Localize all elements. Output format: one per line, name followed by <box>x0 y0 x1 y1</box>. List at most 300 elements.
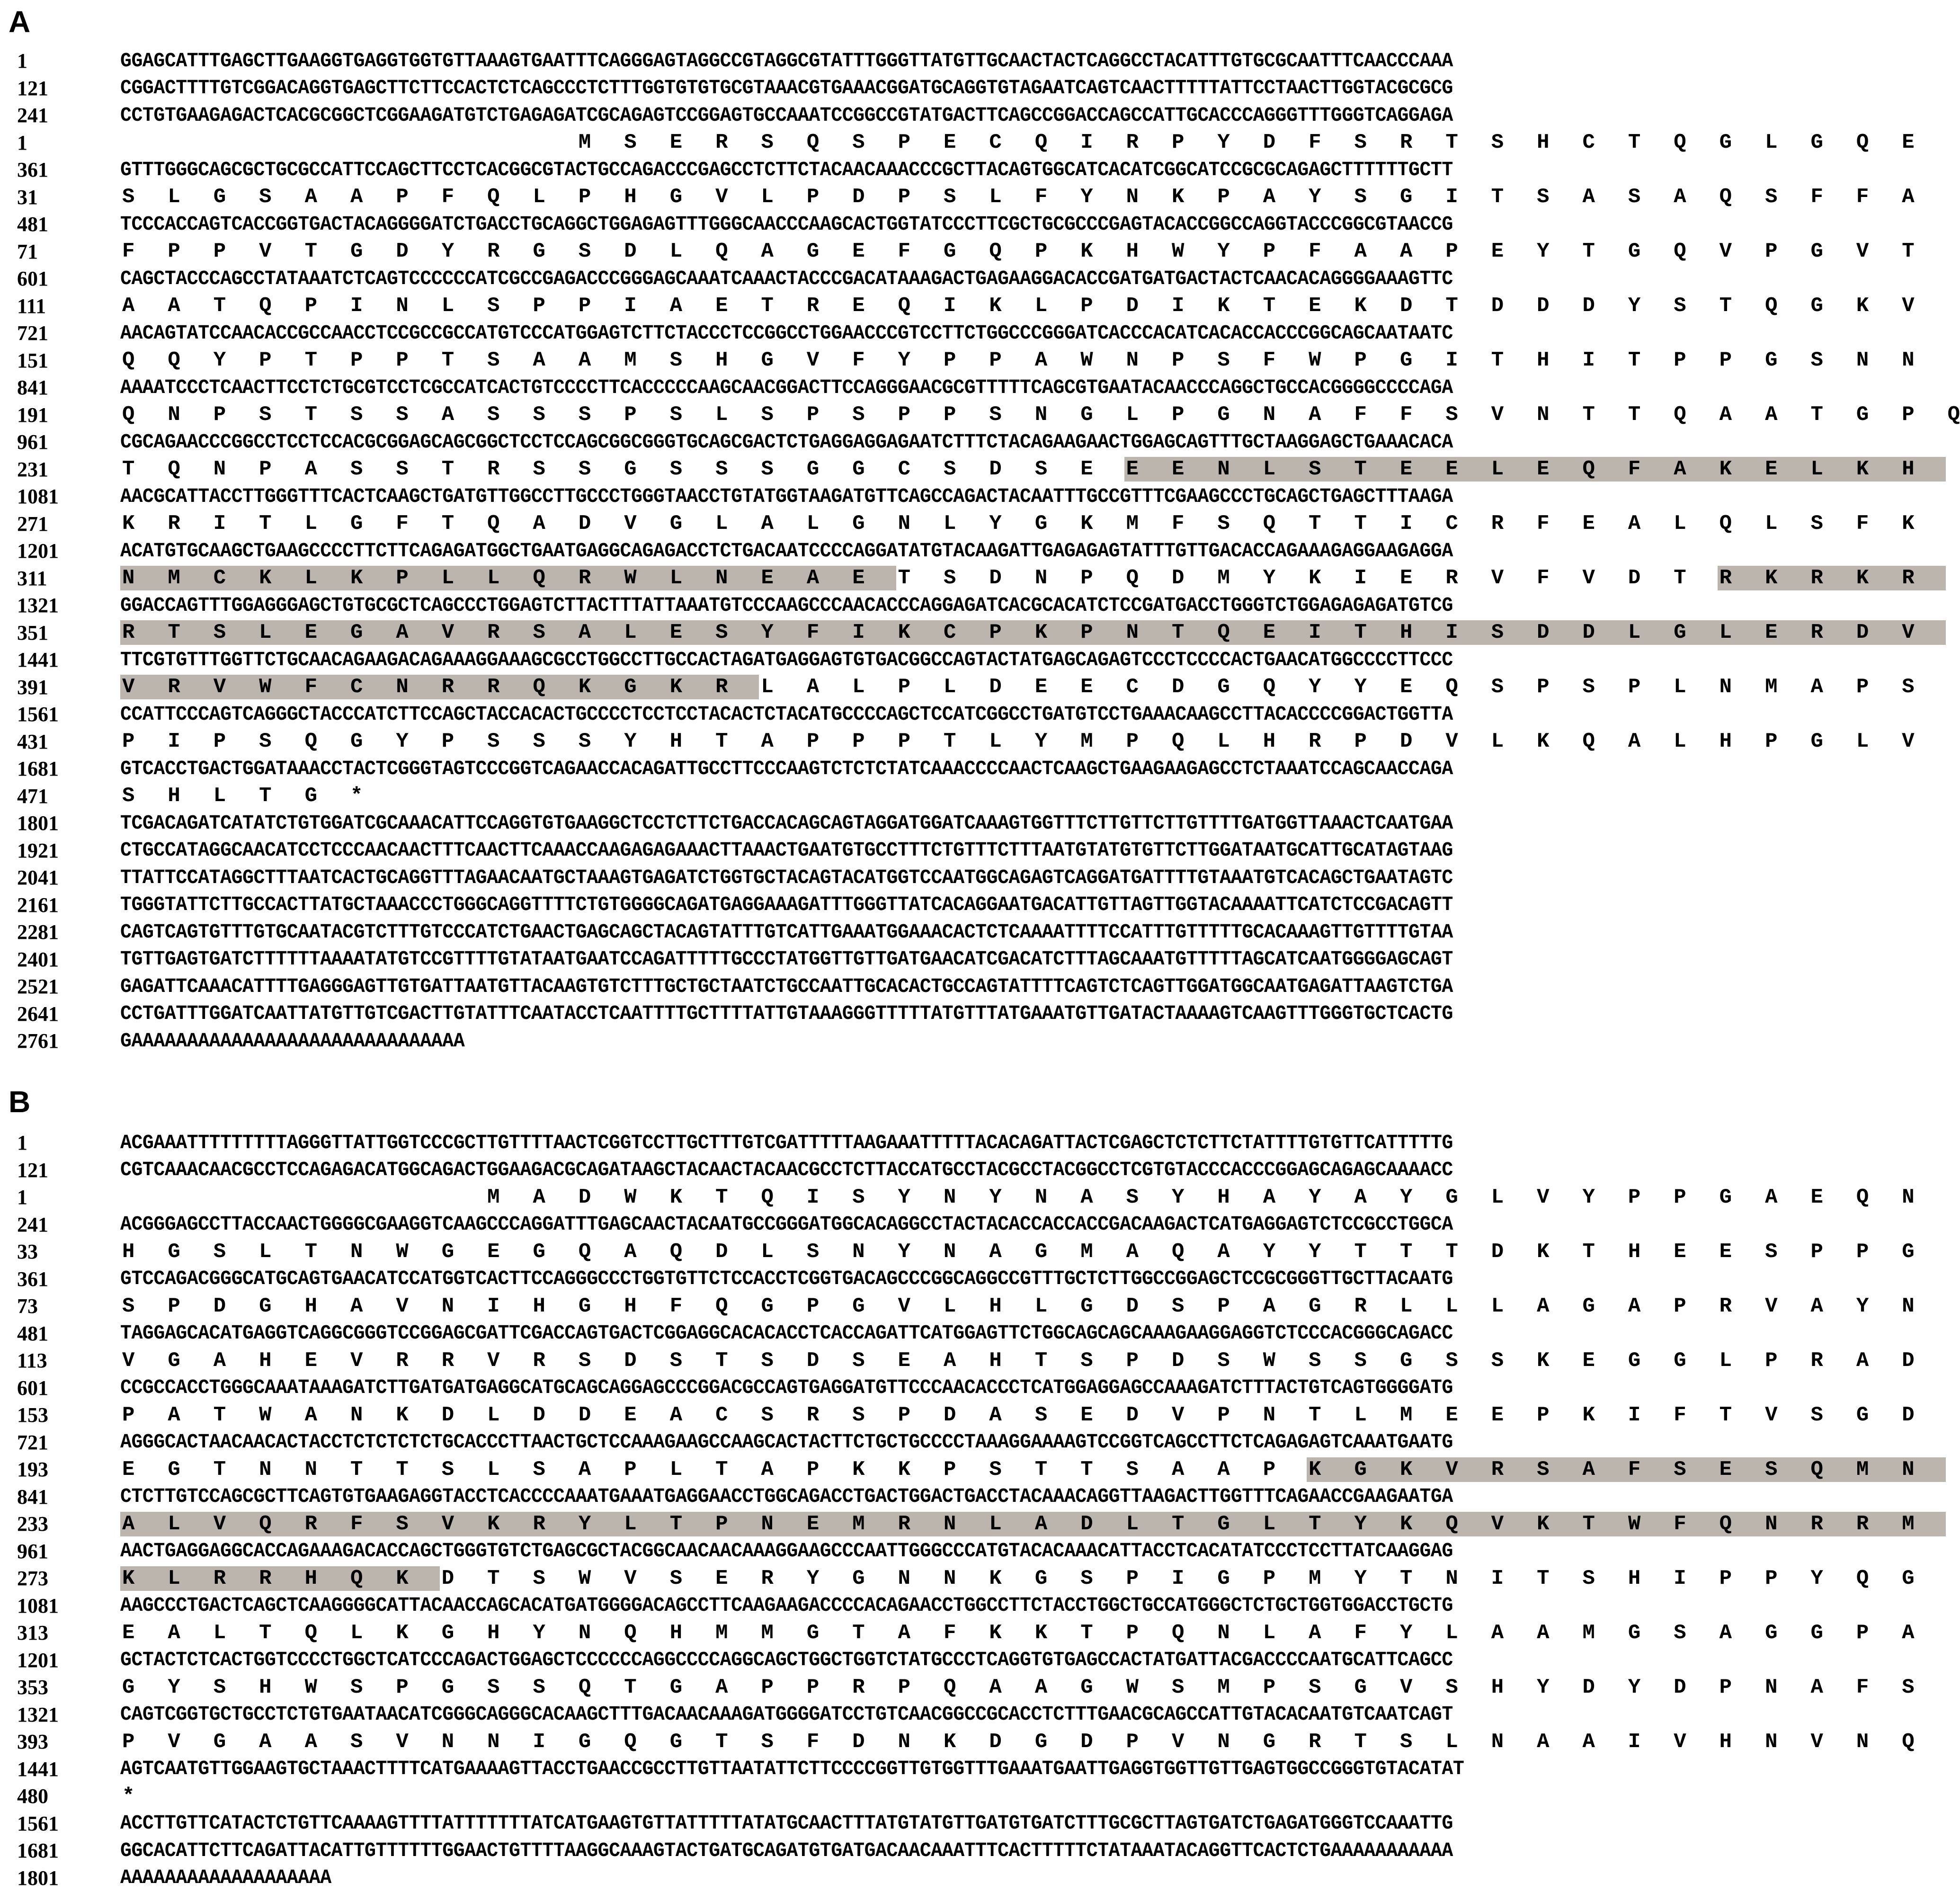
amino-acid-row <box>17 1456 1915 1483</box>
residue: A <box>1491 1621 1504 1645</box>
residue: T <box>213 1403 226 1427</box>
residue: S <box>441 1457 454 1481</box>
position-number: 271 <box>17 512 48 535</box>
residue: T <box>1034 1348 1048 1373</box>
nucleotide-row <box>17 1592 1882 1620</box>
highlighted-residue: R <box>531 1512 577 1536</box>
residue: D <box>1126 1403 1139 1427</box>
residue: A <box>1399 240 1413 264</box>
residue: N <box>441 1294 454 1318</box>
residue: G <box>761 1294 774 1318</box>
residue: G <box>1810 240 1823 264</box>
residue: S <box>944 185 956 209</box>
residue: G <box>533 240 545 264</box>
residue: K <box>1309 566 1321 590</box>
residue: M <box>1080 730 1093 754</box>
highlighted-residue: Q <box>348 1566 394 1591</box>
residue: L <box>761 675 774 699</box>
nucleotide-row <box>17 1374 1882 1402</box>
residue: F <box>806 1730 820 1754</box>
residue: Q <box>1171 730 1185 754</box>
residue: G <box>1034 1240 1048 1264</box>
nucleotide-sequence: AACGCATTACCTTGGGTTTCACTCAAGCTGATGTTGGCCTTGCCCTGGGTAACCTGTATGGTAAGATGTTCAGCCAGACTACAATTTGCCGTTTCGAAGCCCTGCAGCTGAGCTTTAAGA <box>120 485 1453 508</box>
residue: P <box>1354 348 1367 373</box>
residue: A <box>1628 1294 1641 1318</box>
residue: S <box>396 457 409 482</box>
residue: N <box>213 457 226 482</box>
residue: T <box>1582 403 1595 427</box>
residue: Y <box>1354 1566 1367 1590</box>
residue: F <box>898 240 911 264</box>
amino-acid-sequence <box>120 347 1946 375</box>
residue: G <box>213 1730 226 1754</box>
amino-acid-sequence <box>120 1456 1946 1483</box>
residue: G <box>122 1675 135 1699</box>
residue: S <box>669 1566 683 1590</box>
highlighted-residue: A <box>577 620 622 645</box>
residue: E <box>1080 1403 1093 1427</box>
residue: A <box>761 1457 774 1481</box>
position-number: 361 <box>17 158 48 182</box>
residue: G <box>1217 1566 1230 1590</box>
residue: G <box>1628 1348 1641 1373</box>
residue: N <box>898 512 911 536</box>
highlighted-residue: A <box>1672 457 1717 482</box>
residue: V <box>1171 1730 1185 1754</box>
residue: G <box>350 730 363 754</box>
nucleotide-sequence: CCGCCACCTGGGCAAATAAAGATCTTGATGATGAGGCATGCAGCAGGAGCCCGGACGCCAGTGAGGATGTTCCCAACACCCTCATGGAGGAGCCAAAGATCTTTACTGTCAGTGGGGATG <box>120 1376 1453 1400</box>
highlighted-residue: L <box>1261 457 1307 482</box>
nucleotide-sequence: CCATTCCCAGTCAGGGCTACCCATCTTCCAGCTACCACACTGCCCCTCCTCCTACACTCTACATGCCCCAGCTCCATCGGCCTGATGTCCTGAAACAAGCCTTACACCCCGGACTGGTTA <box>120 703 1453 726</box>
highlighted-residue: I <box>850 620 896 645</box>
residue: P <box>396 1675 409 1699</box>
residue: S <box>1582 1566 1595 1590</box>
residue: T <box>1582 240 1595 264</box>
residue: Y <box>1810 1566 1823 1590</box>
position-number: 1801 <box>17 812 59 835</box>
residue: P <box>1674 1185 1686 1209</box>
residue: T <box>715 1730 728 1754</box>
residue: L <box>715 512 728 536</box>
highlighted-residue: K <box>1398 1512 1443 1536</box>
residue: S <box>1491 675 1504 699</box>
residue: N <box>1765 1675 1778 1699</box>
amino-acid-sequence <box>120 674 1946 701</box>
residue: T <box>1537 1566 1550 1590</box>
residue: N <box>259 1457 272 1481</box>
highlighted-residue: S <box>531 620 577 645</box>
residue: A <box>715 1675 728 1699</box>
highlighted-residue: A <box>1581 1457 1626 1482</box>
residue: Y <box>533 1621 545 1645</box>
residue: N <box>1034 1185 1048 1209</box>
residue: S <box>669 403 683 427</box>
residue: M <box>624 348 637 373</box>
residue: L <box>1674 675 1686 699</box>
residue: A <box>1034 348 1048 373</box>
residue: A <box>1719 1621 1732 1645</box>
highlighted-residue: R <box>1809 1512 1854 1536</box>
residue: S <box>1171 1675 1185 1699</box>
residue: A <box>533 348 545 373</box>
residue: C <box>1445 512 1458 536</box>
residue: N <box>304 1457 317 1481</box>
residue: Q <box>168 348 180 373</box>
residue: R <box>806 1403 820 1427</box>
residue: Y <box>898 348 911 373</box>
highlighted-residue: H <box>1900 457 1945 482</box>
residue: F <box>1309 240 1321 264</box>
nucleotide-row <box>17 837 1882 865</box>
residue: D <box>989 457 1002 482</box>
residue: R <box>487 457 500 482</box>
residue: V <box>1582 566 1595 590</box>
highlighted-residue: T <box>1353 620 1398 645</box>
highlighted-residue: R <box>1900 566 1945 590</box>
residue: T <box>1399 1566 1413 1590</box>
nucleotide-row <box>17 1756 1882 1783</box>
highlighted-residue: M <box>850 1512 896 1536</box>
residue: L <box>1445 1294 1458 1318</box>
residue: W <box>1080 348 1093 373</box>
residue: A <box>1582 185 1595 209</box>
highlighted-residue: S <box>1489 620 1535 645</box>
position-number: 71 <box>17 240 38 263</box>
nucleotide-sequence: ACATGTGCAAGCTGAAGCCCCTTCTTCAGAGATGGCTGAATGAGGCAGAGACCTCTGACAATCCCCAGGATATGTACAAGATTGAGAGAGTATTTGTTGACACCAGAAAGAGGAAGAGGA <box>120 539 1453 562</box>
residue: D <box>578 1185 591 1209</box>
residue: D <box>1171 566 1185 590</box>
residue: A <box>1126 1240 1139 1264</box>
highlighted-residue: N <box>394 675 439 699</box>
residue: T <box>1719 1403 1732 1427</box>
residue: T <box>944 730 956 754</box>
nucleotide-sequence: TGTTGAGTGATCTTTTTTAAAATATGTCCGTTTTGTATAATGAATCCAGATTTTTGCCCTATGGTTGTTGATGAACATCGACATCTTTAGCAAATGTTTTTAGCATCAATGGGGAGCAGT <box>120 948 1453 971</box>
residue: T <box>852 1621 865 1645</box>
highlighted-residue: S <box>713 620 759 645</box>
nucleotide-row <box>17 1865 1882 1892</box>
residue: A <box>259 1730 272 1754</box>
residue: K <box>852 1457 865 1481</box>
residue: T <box>1628 403 1641 427</box>
residue: K <box>1080 512 1093 536</box>
position-number: 1201 <box>17 1648 59 1672</box>
residue: P <box>1902 403 1915 427</box>
residue: N <box>944 1566 956 1590</box>
residue: V <box>1902 294 1915 318</box>
residue: F <box>669 1294 683 1318</box>
residue: D <box>944 1403 956 1427</box>
residue: I <box>1171 294 1185 318</box>
residue: E <box>487 1240 500 1264</box>
residue: F <box>441 185 454 209</box>
residue: I <box>1582 348 1595 373</box>
residue: A <box>1674 185 1686 209</box>
residue: N <box>1765 1730 1778 1754</box>
residue: Q <box>259 294 272 318</box>
residue: M <box>1126 512 1139 536</box>
residue: A <box>533 1185 545 1209</box>
position-number: 2281 <box>17 920 59 944</box>
residue: S <box>487 730 500 754</box>
position-number: 1801 <box>17 1866 59 1890</box>
residue: C <box>1126 675 1139 699</box>
sequence-block-a <box>17 47 1960 1055</box>
residue: M <box>1765 675 1778 699</box>
residue: H <box>533 1294 545 1318</box>
residue: G <box>1034 1730 1048 1754</box>
residue: L <box>944 512 956 536</box>
residue: G <box>1810 131 1823 155</box>
residue: G <box>168 1457 180 1481</box>
residue: H <box>1263 730 1276 754</box>
residue: G <box>1628 1621 1641 1645</box>
residue: T <box>304 1240 317 1264</box>
residue: T <box>259 784 272 808</box>
residue: V <box>1445 730 1458 754</box>
residue: V <box>1856 240 1869 264</box>
position-number: 1 <box>17 1131 27 1155</box>
residue: S <box>533 1566 545 1590</box>
position-number: 113 <box>17 1349 47 1373</box>
residue: Y <box>898 1185 911 1209</box>
position-number: 241 <box>17 1213 48 1236</box>
highlighted-residue: D <box>1535 620 1580 645</box>
residue: G <box>1217 675 1230 699</box>
residue: Q <box>1263 675 1276 699</box>
residue: T <box>1491 348 1504 373</box>
residue: L <box>1445 1621 1458 1645</box>
residue: T <box>1080 1621 1093 1645</box>
residue: A <box>168 1403 180 1427</box>
residue: D <box>578 512 591 536</box>
residue: G <box>1399 1348 1413 1373</box>
residue: H <box>1719 730 1732 754</box>
residue: T <box>1582 1240 1595 1264</box>
highlighted-residue: L <box>1489 457 1535 482</box>
residue: Q <box>1719 185 1732 209</box>
residue: N <box>578 1621 591 1645</box>
residue: E <box>1399 675 1413 699</box>
residue: T <box>898 566 911 590</box>
residue: M <box>1080 1240 1093 1264</box>
residue: S <box>1309 1675 1321 1699</box>
residue: P <box>898 1403 911 1427</box>
residue: L <box>806 512 820 536</box>
residue: A <box>1719 403 1732 427</box>
residue: S <box>350 1730 363 1754</box>
residue: Q <box>944 1675 956 1699</box>
residue: V <box>624 512 637 536</box>
position-number: 721 <box>17 1430 48 1454</box>
residue: D <box>1399 294 1413 318</box>
highlighted-residue: G <box>1672 620 1717 645</box>
nucleotide-row <box>17 1000 1882 1028</box>
residue: G <box>806 240 820 264</box>
position-number: 121 <box>17 76 48 100</box>
residue: A <box>1309 403 1321 427</box>
residue: T <box>213 1457 226 1481</box>
residue: P <box>1126 1566 1139 1590</box>
residue: G <box>1765 348 1778 373</box>
residue: K <box>1171 185 1185 209</box>
nucleotide-sequence: TCGACAGATCATATCTGTGGATCGCAAACATTCCAGGTGTGAAGGCTCCTCTTCTGACCACAGCAGTAGGATGGATCAAAGTGGTTTCTTGTTCTTGTTTTGATGGTTAAACTCAATGAA <box>120 812 1453 835</box>
residue: E <box>1582 1348 1595 1373</box>
residue: S <box>533 457 545 482</box>
residue: G <box>1810 294 1823 318</box>
residue: M <box>715 1621 728 1645</box>
residue: A <box>1217 1457 1230 1481</box>
highlighted-residue: E <box>1763 620 1809 645</box>
residue: H <box>1537 348 1550 373</box>
residue: D <box>989 566 1002 590</box>
residue: L <box>350 1621 363 1645</box>
residue: Y <box>396 730 409 754</box>
highlighted-residue: G <box>622 675 668 699</box>
residue: H <box>989 1294 1002 1318</box>
highlighted-residue: E <box>850 566 896 590</box>
residue: P <box>761 1675 774 1699</box>
residue: V <box>487 1348 500 1373</box>
panel-label-b: B <box>9 1085 31 1119</box>
highlighted-residue: L <box>987 1512 1033 1536</box>
residue: K <box>898 1457 911 1481</box>
residue: S <box>1765 185 1778 209</box>
residue: A <box>1537 1294 1550 1318</box>
residue: A <box>806 675 820 699</box>
panel-label-a: A <box>9 5 31 39</box>
residue: Y <box>168 1675 180 1699</box>
residue: S <box>396 403 409 427</box>
position-number: 231 <box>17 457 48 481</box>
residue: D <box>1263 131 1276 155</box>
highlighted-residue: E <box>759 566 804 590</box>
highlighted-residue: I <box>1443 620 1489 645</box>
residue: W <box>1126 1675 1139 1699</box>
residue: P <box>1810 1240 1823 1264</box>
residue: A <box>1537 1730 1550 1754</box>
residue: P <box>350 348 363 373</box>
highlighted-residue: W <box>1626 1512 1672 1536</box>
residue: G <box>1080 1294 1093 1318</box>
residue: P <box>944 348 956 373</box>
highlighted-residue: V <box>1900 620 1945 645</box>
residue: S <box>533 1675 545 1699</box>
residue: G <box>1810 730 1823 754</box>
residue: G <box>852 1566 865 1590</box>
residue: L <box>1765 512 1778 536</box>
nucleotide-row <box>17 374 1882 402</box>
residue: N <box>1126 185 1139 209</box>
position-number: 1 <box>17 131 27 154</box>
amino-acid-row <box>17 783 1882 810</box>
residue: Y <box>1628 294 1641 318</box>
amino-acid-sequence <box>120 1728 1946 1756</box>
residue: Q <box>1856 131 1869 155</box>
residue: K <box>1080 240 1093 264</box>
residue: E <box>1399 566 1413 590</box>
highlighted-residue: Y <box>1353 1512 1398 1536</box>
residue: R <box>533 1348 545 1373</box>
highlighted-residue: K <box>1718 457 1763 482</box>
residue: Q <box>806 131 820 155</box>
residue: V <box>1399 1675 1413 1699</box>
residue: G <box>1217 403 1230 427</box>
residue: G <box>350 240 363 264</box>
residue: G <box>852 457 865 482</box>
highlighted-residue: V <box>440 620 485 645</box>
nucleotide-sequence: CGGACTTTTGTCGGACAGGTGAGCTTCTTCCACTCTCAGCCCTCTTTGGTGTGTGCGTAAACGTGAAACGGATGCAGGTGTAGAATCAGTCAACTTTTTATTCCTAACTTGGTACGCGCG <box>120 77 1453 100</box>
highlighted-residue: L <box>1809 457 1854 482</box>
residue: L <box>1674 512 1686 536</box>
residue: E <box>1080 675 1093 699</box>
residue: P <box>1263 1675 1276 1699</box>
residue: H <box>1628 1240 1641 1264</box>
residue: S <box>1445 1675 1458 1699</box>
residue: G <box>1309 1294 1321 1318</box>
nucleotide-row <box>17 1266 1882 1293</box>
residue: K <box>989 1621 1002 1645</box>
residue: Y <box>1399 1185 1413 1209</box>
highlighted-residue: L <box>622 620 668 645</box>
residue: K <box>396 1403 409 1427</box>
position-number: 841 <box>17 376 48 400</box>
residue: H <box>487 1621 500 1645</box>
residue: D <box>1126 294 1139 318</box>
residue: K <box>1582 1403 1595 1427</box>
residue: R <box>852 1675 865 1699</box>
residue: E <box>1309 294 1321 318</box>
residue: E <box>304 1348 317 1373</box>
residue: H <box>304 1294 317 1318</box>
residue: S <box>1354 1348 1367 1373</box>
highlighted-residue: R <box>257 1566 303 1591</box>
residue: R <box>487 240 500 264</box>
residue: R <box>441 1348 454 1373</box>
position-number: 33 <box>17 1240 38 1264</box>
residue: A <box>1856 1348 1869 1373</box>
highlighted-residue: T <box>1581 1512 1626 1536</box>
residue: F <box>1674 1403 1686 1427</box>
highlighted-residue: R <box>1718 566 1763 590</box>
residue: Y <box>213 348 226 373</box>
residue: R <box>396 1348 409 1373</box>
residue: F <box>1810 185 1823 209</box>
residue: P <box>213 730 226 754</box>
residue: S <box>1080 1348 1093 1373</box>
residue: D <box>1491 294 1504 318</box>
residue: L <box>259 1240 272 1264</box>
residue: P <box>1765 240 1778 264</box>
highlighted-residue: D <box>1078 1512 1124 1536</box>
residue: P <box>1856 1240 1869 1264</box>
highlighted-residue: N <box>1763 1512 1809 1536</box>
nucleotide-sequence: GCTACTCTCACTGGTCCCCTGGCTCATCCCAGACTGGAGCTCCCCCCAGGCCCCAGGCAGCTGGCTGGTCTATGCCCTCAGGTGTGAGCCACTATGATTACGACCCCAATGCATTCAGCC <box>120 1649 1453 1672</box>
residue: A <box>669 1403 683 1427</box>
nucleotide-row <box>17 973 1882 1000</box>
residue: Q <box>1947 403 1960 427</box>
residue: L <box>1217 730 1230 754</box>
residue: Y <box>1354 675 1367 699</box>
residue: N <box>350 1240 363 1264</box>
residue: Y <box>1537 1675 1550 1699</box>
residue: P <box>806 1457 820 1481</box>
residue: S <box>1354 131 1367 155</box>
residue: N <box>168 403 180 427</box>
residue: N <box>1856 348 1869 373</box>
amino-acid-row <box>17 1783 1882 1810</box>
residue: V <box>806 348 820 373</box>
residue: D <box>852 1730 865 1754</box>
